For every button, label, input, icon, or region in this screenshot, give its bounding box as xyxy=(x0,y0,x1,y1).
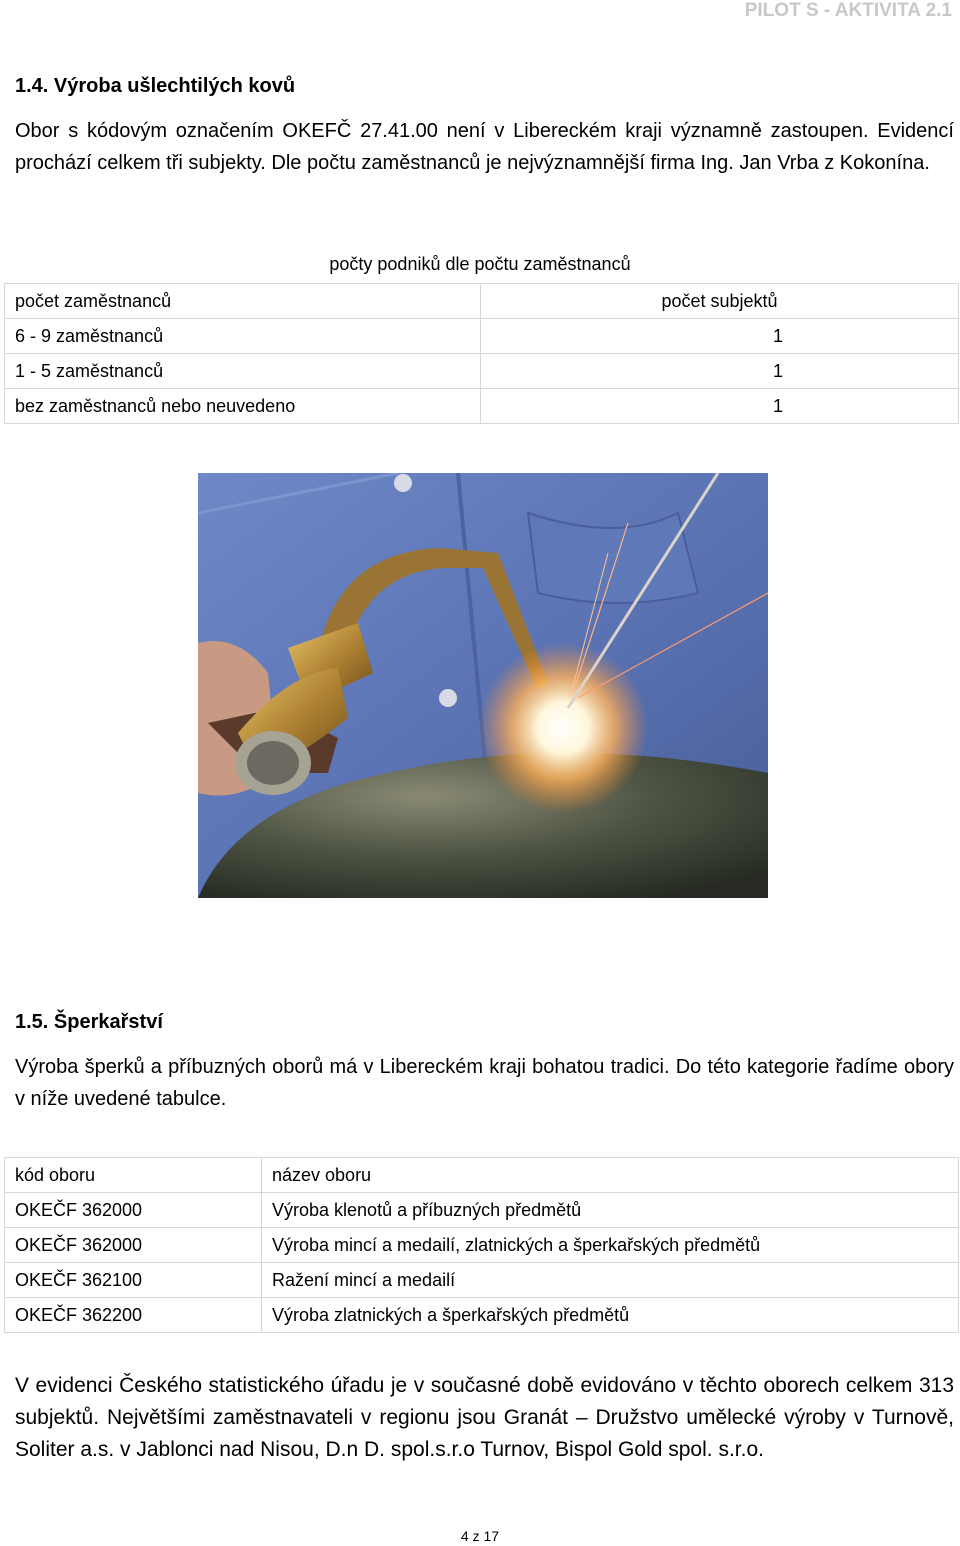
table-cell: 1 xyxy=(481,319,959,354)
welding-torch-photo xyxy=(198,473,768,898)
table-cell: OKEČF 362100 xyxy=(5,1263,262,1298)
table-cell: Výroba klenotů a příbuzných předmětů xyxy=(262,1193,959,1228)
table-row xyxy=(5,1263,959,1298)
table-header-row xyxy=(5,284,959,319)
section-paragraph-precious-metals: Obor s kódovým označením OKEFČ 27.41.00 není v Libereckém kraji významně zastoupen. Evidencí prochází celkem tři subjekty. Dle počtu zaměstnanců je nejvýznamnější firma Ing. Jan Vrba z Kokonína. xyxy=(15,120,954,174)
table-cell: bez zaměstnanců nebo neuvedeno xyxy=(5,389,481,424)
page-number: 4 z 17 xyxy=(460,1528,500,1544)
table-cell: Výroba zlatnických a šperkařských předmětů xyxy=(262,1298,959,1333)
table-cell: 6 - 9 zaměstnanců xyxy=(5,319,481,354)
table-header-cell: název oboru xyxy=(262,1158,959,1193)
table-row xyxy=(5,1298,959,1333)
industry-codes-table xyxy=(4,1157,959,1333)
table-row xyxy=(5,1193,959,1228)
table-caption: počty podniků dle počtu zaměstnanců xyxy=(329,254,631,274)
table-cell: 1 - 5 zaměstnanců xyxy=(5,354,481,389)
section-paragraph-jewellery: Výroba šperků a příbuzných oborů má v Libereckém kraji bohatou tradici. Do této kategorie řadíme obory v níže uvedené tabulce. xyxy=(15,1056,954,1110)
table-cell: OKEČF 362000 xyxy=(5,1193,262,1228)
employees-table xyxy=(4,283,959,424)
table-cell: OKEČF 362200 xyxy=(5,1298,262,1333)
table-cell: 1 xyxy=(481,354,959,389)
table-header-row xyxy=(5,1158,959,1193)
table-row xyxy=(5,319,959,354)
closing-paragraph: V evidenci Českého statistického úřadu je v současné době evidováno v těchto oborech celkem 313 subjektů. Největšími zaměstnavateli v regionu jsou Granát – Družstvo umělecké výroby v Turnově, Soliter a.s. v Jablonci nad Nisou, D.n D. spol.s.r.o Turnov, Bispol Gold spol. s.r.o. xyxy=(15,1374,954,1461)
section-heading-jewellery: 1.5. Šperkařství xyxy=(15,1011,163,1033)
table-cell: Výroba mincí a medailí, zlatnických a šperkařských předmětů xyxy=(262,1228,959,1263)
section-heading-precious-metals: 1.4. Výroba ušlechtilých kovů xyxy=(15,75,296,97)
table-cell: Ražení mincí a medailí xyxy=(262,1263,959,1298)
table-header-cell: počet subjektů xyxy=(481,284,959,319)
document-header: PILOT S - AKTIVITA 2.1 xyxy=(744,0,952,21)
table-cell: 1 xyxy=(481,389,959,424)
table-cell: OKEČF 362000 xyxy=(5,1228,262,1263)
table-header-cell: počet zaměstnanců xyxy=(5,284,481,319)
table-row xyxy=(5,1228,959,1263)
table-row xyxy=(5,354,959,389)
table-row xyxy=(5,389,959,424)
table-header-cell: kód oboru xyxy=(5,1158,262,1193)
